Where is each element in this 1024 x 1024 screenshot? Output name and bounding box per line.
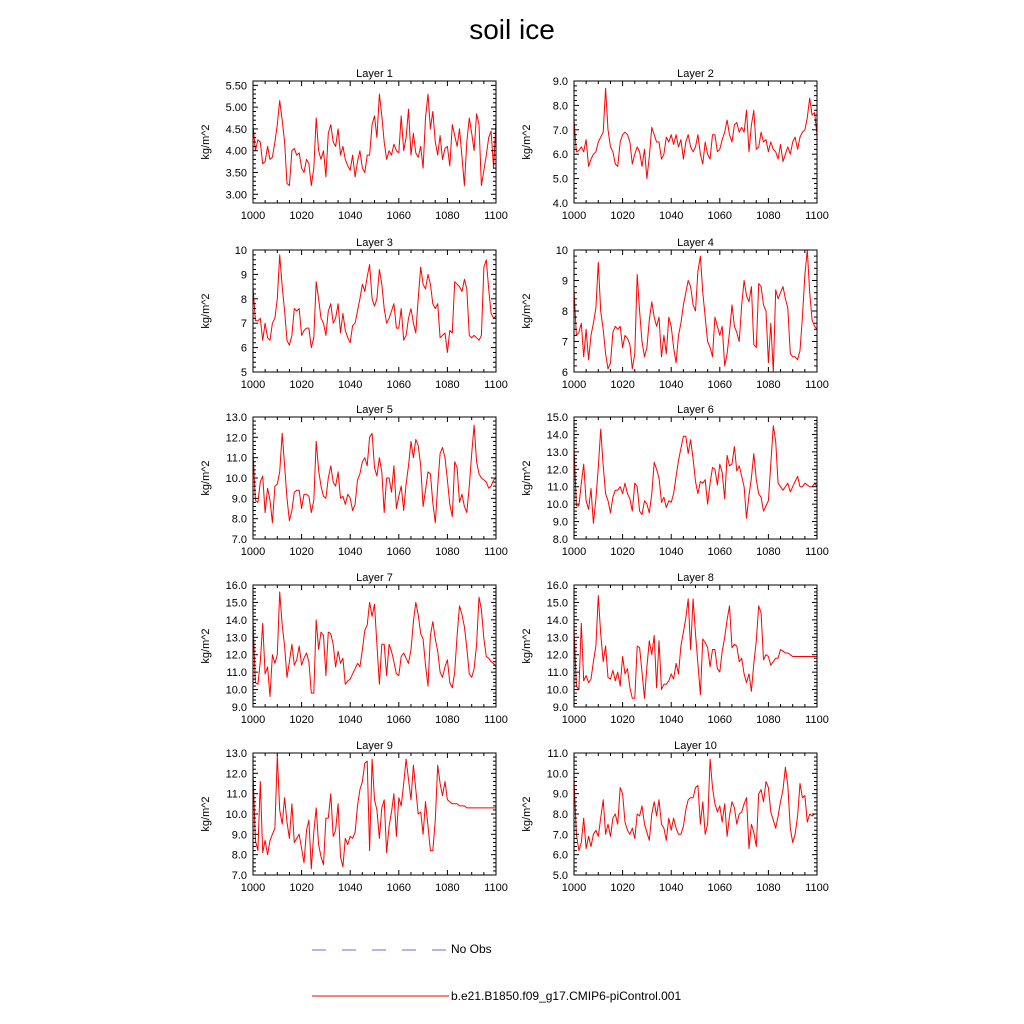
plot-frame [574,753,817,875]
x-tick-label: 1080 [435,882,460,894]
x-tick-label: 1040 [337,882,363,894]
x-tick-label: 1020 [610,714,635,726]
y-tick-label: 8 [561,306,568,318]
panel-layer-4 [521,237,829,391]
y-axis-label: kg/m^2 [200,460,212,496]
y-tick-label: 13.0 [546,632,568,645]
series-line [253,755,496,869]
series-line [574,88,817,178]
y-tick-label: 13.0 [225,412,247,424]
y-tick-label: 9 [240,269,247,282]
series-line [574,426,817,524]
y-tick-label: 7.0 [552,829,568,842]
y-tick-label: 8.0 [552,534,568,546]
y-axis-label: kg/m^2 [200,796,212,832]
y-tick-label: 6 [240,342,247,355]
x-tick-label: 1100 [484,714,508,726]
y-tick-label: 10.0 [546,684,568,697]
x-tick-label: 1060 [707,210,733,222]
legend-label-no-obs: No Obs [451,942,492,956]
y-tick-label: 4.0 [552,198,568,210]
y-tick-label: 11.0 [547,667,568,680]
y-axis-label: kg/m^2 [521,796,533,832]
y-tick-label: 7.0 [231,534,247,546]
y-tick-label: 16.0 [546,580,568,592]
x-tick-label: 1020 [289,210,314,222]
y-tick-label: 5.0 [552,870,568,882]
y-tick-label: 8.0 [231,513,247,526]
x-tick-label: 1020 [610,882,635,894]
x-tick-label: 1020 [289,714,314,726]
panel-title: Layer 9 [356,740,393,752]
y-tick-label: 9.0 [552,788,568,801]
y-tick-label: 8.0 [552,100,568,113]
x-tick-label: 1060 [707,882,733,894]
y-tick-label: 7.0 [552,124,568,137]
y-tick-label: 7 [240,318,247,331]
x-tick-label: 1060 [707,714,733,726]
x-tick-label: 1080 [435,546,460,558]
y-tick-label: 13.0 [225,748,247,760]
x-tick-label: 1080 [435,379,460,391]
y-axis-label: kg/m^2 [200,124,212,160]
panel-layer-9 [200,740,508,894]
y-tick-label: 10.0 [225,473,247,485]
x-tick-label: 1040 [658,546,684,558]
y-tick-label: 12.0 [546,649,568,662]
y-tick-label: 10 [555,245,568,257]
y-tick-label: 11.0 [547,481,568,494]
plot-frame [253,585,496,707]
panel-layer-2 [521,68,829,222]
y-tick-label: 11.0 [226,788,247,801]
x-tick-label: 1100 [805,210,829,222]
x-tick-label: 1020 [289,546,314,558]
y-tick-label: 11.0 [547,748,568,760]
x-tick-label: 1000 [240,714,266,726]
x-tick-label: 1000 [240,379,266,391]
y-axis-label: kg/m^2 [521,628,533,664]
panel-layer-6 [521,404,829,558]
y-tick-label: 16.0 [225,580,247,592]
y-tick-label: 9.0 [231,829,247,842]
y-tick-label: 10.0 [546,768,568,781]
panel-layer-3 [200,237,508,391]
panel-layer-7 [200,572,508,726]
x-tick-label: 1080 [756,379,781,391]
y-tick-label: 14.0 [546,614,568,627]
x-tick-label: 1020 [289,379,314,391]
panel-title: Layer 3 [356,237,393,249]
x-tick-label: 1040 [658,210,684,222]
plot-frame [253,250,496,372]
x-tick-label: 1020 [610,210,635,222]
x-tick-label: 1060 [386,546,412,558]
x-tick-label: 1040 [337,379,363,391]
panel-title: Layer 10 [674,740,717,752]
x-tick-label: 1100 [805,882,829,894]
x-tick-label: 1000 [561,379,587,391]
y-tick-label: 6.0 [552,149,568,162]
y-tick-label: 3.50 [225,167,247,180]
y-tick-label: 6.0 [552,849,568,862]
series-line [574,596,817,699]
x-tick-label: 1080 [756,882,781,894]
x-tick-label: 1100 [484,882,508,894]
x-tick-label: 1040 [337,714,363,726]
series-line [253,94,496,186]
x-tick-label: 1100 [805,714,829,726]
y-axis-label: kg/m^2 [521,460,533,496]
series-line [574,250,817,372]
panel-layer-10 [521,740,829,894]
panel-layer-1 [200,68,508,222]
y-tick-label: 14.0 [225,614,247,627]
x-tick-label: 1100 [484,546,508,558]
plot-frame [253,753,496,875]
x-tick-label: 1080 [756,210,781,222]
y-tick-label: 5.0 [552,173,568,186]
x-tick-label: 1060 [386,714,412,726]
x-tick-label: 1000 [240,882,266,894]
panel-title: Layer 7 [356,572,393,584]
x-tick-label: 1060 [386,882,412,894]
x-tick-label: 1060 [386,379,412,391]
y-tick-label: 12.0 [546,464,568,477]
y-tick-label: 6 [561,367,568,379]
x-tick-label: 1100 [484,210,508,222]
x-tick-label: 1040 [658,379,684,391]
y-tick-label: 10 [234,245,247,257]
y-tick-label: 7 [561,336,568,349]
x-tick-label: 1000 [561,714,587,726]
y-tick-label: 8.0 [231,849,247,862]
chart-title: soil ice [469,14,555,45]
x-tick-label: 1000 [561,546,587,558]
y-tick-label: 12.0 [225,432,247,445]
x-tick-label: 1000 [561,882,587,894]
y-tick-label: 15.0 [225,597,247,610]
y-tick-label: 10.0 [546,499,568,512]
y-tick-label: 3.00 [225,189,247,202]
x-tick-label: 1040 [658,882,684,894]
x-tick-label: 1020 [289,882,314,894]
x-tick-label: 1080 [435,210,460,222]
x-tick-label: 1060 [707,546,733,558]
x-tick-label: 1020 [610,379,635,391]
y-tick-label: 9.0 [231,702,247,714]
y-tick-label: 11.0 [226,667,247,680]
y-tick-label: 15.0 [546,412,568,424]
x-tick-label: 1100 [805,379,829,391]
y-tick-label: 5 [240,367,247,379]
x-tick-label: 1080 [756,714,781,726]
y-axis-label: kg/m^2 [521,293,533,329]
series-line [253,592,496,697]
x-tick-label: 1040 [337,546,363,558]
y-tick-label: 8 [240,293,247,306]
panel-title: Layer 1 [356,68,393,80]
x-tick-label: 1080 [435,714,460,726]
y-tick-label: 10.0 [225,684,247,697]
x-tick-label: 1100 [805,546,829,558]
y-axis-label: kg/m^2 [200,628,212,664]
x-tick-label: 1060 [386,210,412,222]
y-tick-label: 8.0 [552,809,568,821]
y-tick-label: 9 [561,275,568,288]
y-tick-label: 10.0 [225,809,247,821]
panel-title: Layer 6 [677,404,714,416]
y-tick-label: 14.0 [546,429,568,442]
x-tick-label: 1040 [337,210,363,222]
panel-title: Layer 8 [677,572,714,584]
y-tick-label: 9.0 [552,702,568,714]
series-line [253,255,496,353]
panel-title: Layer 4 [677,237,714,249]
y-tick-label: 9.0 [552,76,568,88]
y-tick-label: 4.00 [225,145,247,158]
y-tick-label: 13.0 [225,632,247,645]
x-tick-label: 1060 [707,379,733,391]
y-tick-label: 15.0 [546,597,568,610]
x-tick-label: 1000 [561,210,587,222]
x-tick-label: 1100 [484,379,508,391]
x-tick-label: 1000 [240,546,266,558]
x-tick-label: 1020 [610,546,635,558]
y-axis-label: kg/m^2 [200,293,212,329]
plot-frame [574,81,817,203]
y-tick-label: 5.00 [225,102,247,115]
x-tick-label: 1040 [658,714,684,726]
y-axis-label: kg/m^2 [521,124,533,160]
y-tick-label: 11.0 [226,452,247,465]
y-tick-label: 4.50 [225,123,247,136]
x-tick-label: 1080 [756,546,781,558]
panel-layer-5 [200,404,508,558]
y-tick-label: 5.50 [225,80,247,93]
y-tick-label: 9.0 [552,516,568,529]
series-line [574,759,817,851]
y-tick-label: 13.0 [546,446,568,459]
y-tick-label: 9.0 [231,493,247,506]
plot-frame [574,585,817,707]
panel-layer-8 [521,572,829,726]
legend-label-model: b.e21.B1850.f09_g17.CMIP6-piControl.001 [451,989,682,1003]
x-tick-label: 1000 [240,210,266,222]
y-tick-label: 7.0 [231,870,247,882]
y-tick-label: 12.0 [225,649,247,662]
panel-title: Layer 2 [677,68,714,80]
y-tick-label: 12.0 [225,768,247,781]
series-line [253,425,496,523]
panel-title: Layer 5 [356,404,393,416]
